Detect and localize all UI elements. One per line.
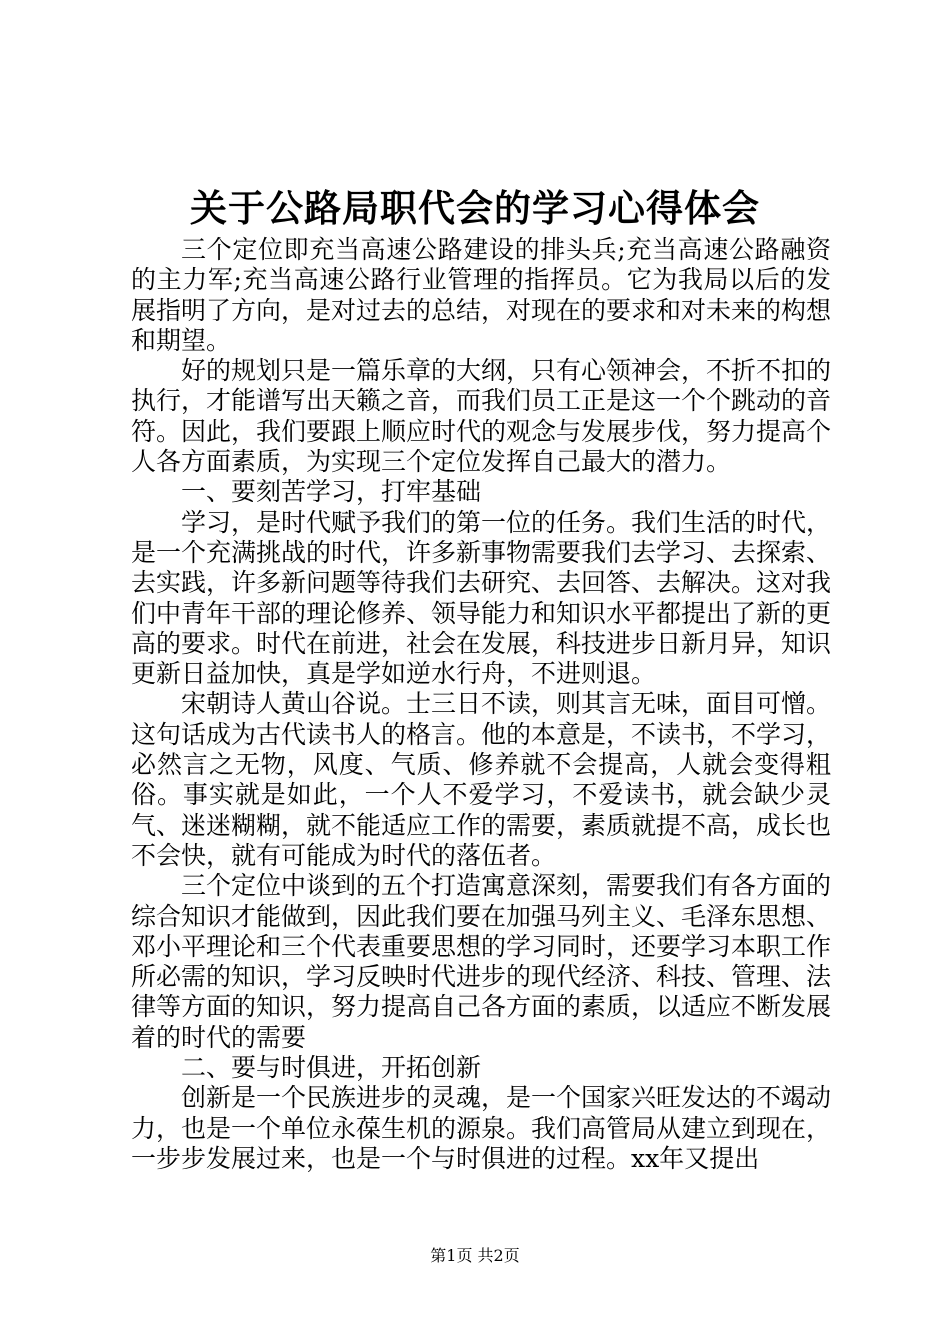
paragraph: 学习，是时代赋予我们的第一位的任务。我们生活的时代，是一个充满挑战的时代，许多新事物需要我们去学习、去探索、去实践，许多新问题等待我们去研究、去回答、去解决。这对我们中青年干部的理论修养、领导能力和知识水平都提出了新的更高的要求。时代在前进，社会在发展，科技进步日新月异，知识更新日益加快，真是学如逆水行舟，不进则退。 bbox=[131, 507, 832, 689]
paragraph: 创新是一个民族进步的灵魂，是一个国家兴旺发达的不竭动力，也是一个单位永葆生机的源泉。我们高管局从建立到现在，一步步发展过来，也是一个与时俱进的过程。xx年又提出 bbox=[131, 1083, 832, 1173]
section-heading: 一、要刻苦学习，打牢基础 bbox=[181, 477, 482, 507]
paragraph: 好的规划只是一篇乐章的大纲，只有心领神会，不折不扣的执行，才能谱写出天籁之音，而我们员工正是这一个个跳动的音符。因此，我们要跟上顺应时代的观念与发展步伐，努力提高个人各方面素质，为实现三个定位发挥自己最大的潜力。 bbox=[131, 356, 832, 477]
paragraph: 三个定位即充当高速公路建设的排头兵;充当高速公路融资的主力军;充当高速公路行业管理的指挥员。它为我局以后的发展指明了方向，是对过去的总结，对现在的要求和对未来的构想和期望。 bbox=[131, 235, 832, 355]
section-heading: 二、要与时俱进，开拓创新 bbox=[181, 1053, 482, 1083]
paragraph: 三个定位中谈到的五个打造寓意深刻，需要我们有各方面的综合知识才能做到，因此我们要在加强马列主义、毛泽东思想、邓小平理论和三个代表重要思想的学习同时，还要学习本职工作所必需的知识，学习反映时代进步的现代经济、科技、管理、法律等方面的知识，努力提高自己各方面的素质，以适应不断发展着的时代的需要 bbox=[131, 871, 832, 1052]
paragraph: 宋朝诗人黄山谷说。士三日不读，则其言无味，面目可憎。这句话成为古代读书人的格言。他的本意是，不读书，不学习，必然言之无物，风度、气质、修养就不会提高，人就会变得粗俗。事实就是如此，一个人不爱学习，不爱读书，就会缺少灵气、迷迷糊糊，就不能适应工作的需要，素质就提不高，成长也不会快，就有可能成为时代的落伍者。 bbox=[131, 689, 832, 870]
document-body bbox=[131, 235, 831, 1174]
page-number-footer: 第1页 共2页 bbox=[430, 1246, 520, 1265]
document-title: 关于公路局职代会的学习心得体会 bbox=[190, 187, 760, 230]
